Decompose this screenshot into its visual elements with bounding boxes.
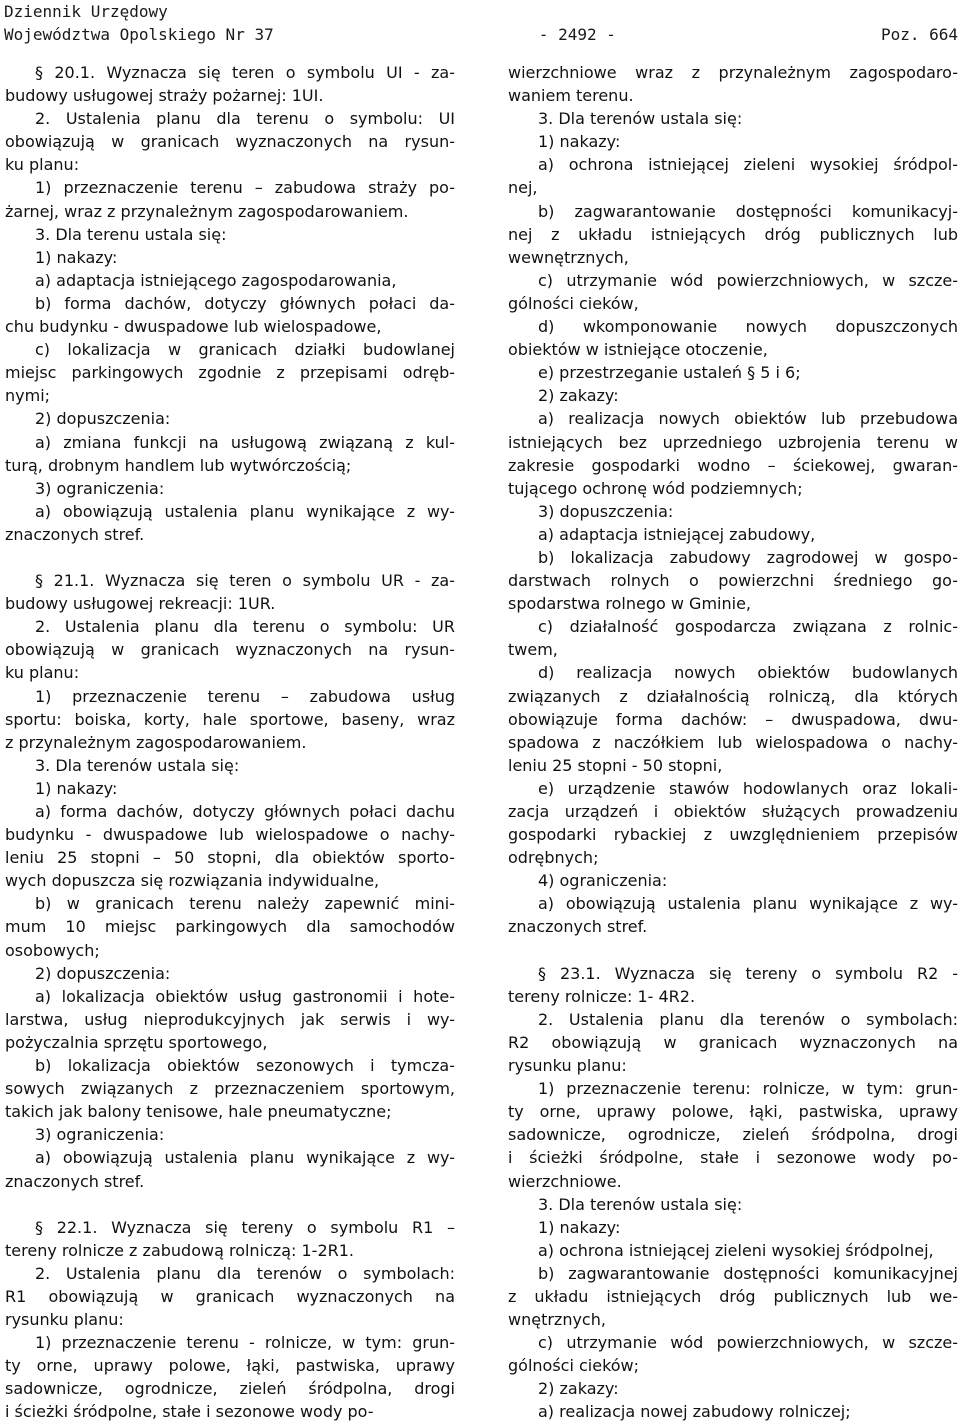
text-line: turą, drobnym handlem lub wytwórczością; [5, 455, 352, 475]
text-line: 2. Ustalenia planu dla terenu o symbolu: UR [35, 617, 455, 637]
left-text-column [5, 61, 455, 1424]
text-line: ku planu: [5, 663, 80, 683]
text-line: leniu 25 stopni - 50 stopni, [508, 755, 723, 775]
text-line: a) obowiązują ustalenia planu wynikające z wy- [538, 894, 958, 914]
text-line: ty orne, uprawy polowe, łąki, pastwiska, uprawy [5, 1356, 455, 1376]
text-line: sportu: boiska, korty, hale sportowe, baseny, wraz [5, 709, 455, 729]
text-line: c) utrzymanie wód powierzchniowych, w szcze- [538, 270, 958, 290]
text-line: nej z układu istniejących dróg publicznych lub [508, 224, 958, 244]
text-line: d) wkomponowanie nowych dopuszczonych [538, 317, 958, 337]
text-line: osobowych; [5, 940, 100, 960]
text-line: wnętrznych, [508, 1310, 606, 1330]
text-line: wierzchniowe wraz z przynależnym zagospodaro- [508, 63, 958, 82]
text-line: 2) zakazy: [538, 386, 619, 406]
text-line: wierzchniowe. [508, 1171, 622, 1191]
text-line: 3. Dla terenów ustala się: [538, 1194, 743, 1214]
text-line: 3) ograniczenia: [35, 1125, 165, 1145]
text-line: § 21.1. Wyznacza się teren o symbolu UR - za- [35, 571, 455, 591]
text-line: 2) dopuszczenia: [35, 409, 171, 429]
text-line: budowy usługowej rekreacji: 1UR. [5, 594, 276, 614]
text-line: obowiązuje forma dachów: – dwuspadowa, dwu- [508, 709, 958, 729]
text-line: wych dopuszcza się rozwiązania indywidualne, [5, 871, 380, 891]
text-line: pożyczalnia sprzętu sportowego, [5, 1032, 268, 1052]
text-line: 1) nakazy: [538, 1217, 621, 1237]
text-line: 2) dopuszczenia: [35, 963, 171, 983]
text-line: b) zagwarantowanie dostępności komunikacyj- [538, 201, 958, 221]
text-line: b) lokalizacja zabudowy zagrodowej w gospo- [538, 547, 958, 567]
text-line: leniu 25 stopni – 50 stopni, dla obiektów sporto- [5, 848, 455, 868]
text-line: a) forma dachów, dotyczy głównych połaci dachu [35, 802, 455, 821]
text-line: i ścieżki śródpolne, stałe i sezonowe wody po- [5, 1402, 374, 1422]
text-line: zacja urządzeń i obiektów służących prowadzeniu [508, 802, 958, 821]
text-line: c) działalność gospodarcza związana z rolnic- [538, 617, 958, 637]
text-line: a) adaptacja istniejącego zagospodarowania, [35, 270, 397, 290]
text-line: 3. Dla terenu ustala się: [35, 224, 227, 244]
text-line: 2) zakazy: [538, 1379, 619, 1399]
text-line: 1) nakazy: [35, 778, 118, 798]
page-number: - 2492 - [538, 25, 616, 44]
text-line: § 20.1. Wyznacza się teren o symbolu UI - za- [35, 63, 455, 82]
text-line: znaczonych stref. [508, 917, 648, 937]
text-line: odrębnych; [508, 848, 599, 868]
text-line: 3. Dla terenów ustala się: [538, 109, 743, 129]
text-line: a) obowiązują ustalenia planu wynikające z wy- [35, 1148, 455, 1168]
text-line: znaczonych stref. [5, 524, 145, 544]
text-line: R1 obowiązują w granicach wyznaczonych na [5, 1286, 455, 1306]
text-line: c) utrzymanie wód powierzchniowych, w szcze- [538, 1333, 958, 1353]
text-line: darstwach rolnych o powierzchni średniego go- [508, 571, 958, 591]
text-line: tereny rolnicze z zabudową rolniczą: 1-2R1. [5, 1240, 354, 1260]
journal-name: Dziennik Urzędowy [4, 2, 168, 21]
document-header [4, 0, 958, 46]
text-line [508, 939, 958, 962]
text-line: z przynależnym zagospodarowaniem. [5, 732, 307, 752]
text-line [5, 546, 455, 569]
text-line: nej, [508, 178, 538, 198]
text-line: 3) ograniczenia: [35, 478, 165, 498]
text-line: 4) ograniczenia: [538, 871, 668, 891]
header-title-row [4, 0, 958, 23]
text-line: R2 obowiązują w granicach wyznaczonych na [508, 1032, 958, 1052]
text-line: 1) nakazy: [538, 132, 621, 152]
text-line: twem, [508, 640, 558, 660]
text-line: 1) przeznaczenie terenu - rolnicze, w tym: grun- [35, 1333, 455, 1353]
text-line: obowiązują w granicach wyznaczonych na rysun- [5, 132, 455, 152]
text-line: tereny rolnicze: 1- 4R2. [508, 986, 696, 1006]
text-line: e) urządzenie stawów hodowlanych oraz lokali- [538, 778, 958, 798]
text-line: wewnętrznych, [508, 247, 629, 267]
text-line: b) lokalizacja obiektów sezonowych i tymcza- [35, 1056, 455, 1076]
text-line: sowych związanych z przeznaczeniem sportowym, [5, 1079, 455, 1099]
text-line: istniejących bez uprzedniego uzbrojenia terenu w [508, 432, 958, 452]
text-line: 3. Dla terenów ustala się: [35, 755, 240, 775]
position-number: Poz. 664 [880, 25, 958, 44]
text-line: sadownicze, ogrodnicze, zieleń śródpolna, drogi [508, 1125, 958, 1145]
text-line: e) przestrzeganie ustaleń § 5 i 6; [538, 363, 801, 383]
text-line: a) adaptacja istniejącej zabudowy, [538, 524, 816, 544]
text-line: tującego ochronę wód podziemnych; [508, 478, 803, 498]
text-line: rysunku planu: [5, 1310, 124, 1330]
text-line: b) forma dachów, dotyczy głównych połaci da- [35, 293, 455, 313]
text-line: żarnej, wraz z przynależnym zagospodarowaniem. [5, 201, 409, 221]
text-line: ty orne, uprawy polowe, łąki, pastwiska, uprawy [508, 1102, 958, 1122]
text-line: 1) nakazy: [35, 247, 118, 267]
text-line: takich jak balony tenisowe, hale pneumatyczne; [5, 1102, 392, 1122]
text-line: 1) przeznaczenie terenu – zabudowa usług [35, 686, 455, 706]
text-line: § 22.1. Wyznacza się tereny o symbolu R1 – [35, 1217, 455, 1237]
text-line: d) realizacja nowych obiektów budowlanych [538, 663, 958, 683]
text-line: a) lokalizacja obiektów usług gastronomii i hote- [35, 986, 455, 1006]
text-line: a) obowiązują ustalenia planu wynikające z wy- [35, 501, 455, 521]
text-line: rysunku planu: [508, 1056, 627, 1076]
text-line: zakresie gospodarki wodno – ściekowej, gwaran- [508, 455, 958, 475]
text-line: ku planu: [5, 155, 80, 175]
text-line: spodarstwa rolnego w Gminie, [508, 594, 751, 614]
text-line: a) ochrona istniejącej zieleni wysokiej śródpol- [538, 155, 958, 175]
right-text-column [508, 61, 958, 1424]
text-line: gospodarki rybackiej z uwzględnieniem przepisów [508, 825, 958, 845]
text-line: larstwa, usług nieprodukcyjnych jak serwis i wy- [5, 1009, 455, 1029]
text-line: c) lokalizacja w granicach działki budowlanej [35, 340, 455, 360]
text-line: gólności cieków, [508, 293, 639, 313]
text-line: chu budynku - dwuspadowe lub wielospadowe, [5, 317, 382, 337]
header-info-row [4, 23, 958, 46]
text-line: i ścieżki śródpolne, stałe i sezonowe wody po- [508, 1148, 958, 1168]
text-line: b) w granicach terenu należy zapewnić mini- [35, 894, 455, 914]
journal-issue: Województwa Opolskiego Nr 37 [4, 25, 274, 44]
text-line: z układu istniejących dróg publicznych lub we- [508, 1286, 958, 1306]
text-line: budynku - dwuspadowe lub wielospadowe o nachy- [5, 825, 455, 845]
text-line: a) realizacja nowych obiektów lub przebudowa [538, 409, 958, 429]
text-line: 1) przeznaczenie terenu – zabudowa straży po- [35, 178, 455, 198]
text-line: gólności cieków; [508, 1356, 640, 1376]
text-line: a) zmiana funkcji na usługową związaną z kul- [35, 432, 455, 452]
text-line: obowiązują w granicach wyznaczonych na rysun- [5, 640, 455, 660]
text-line: 3) dopuszczenia: [538, 501, 674, 521]
text-line: znaczonych stref. [5, 1171, 145, 1191]
text-line: sadownicze, ogrodnicze, zieleń śródpolna, drogi [5, 1379, 455, 1399]
text-line: 2. Ustalenia planu dla terenu o symbolu: UI [35, 109, 455, 129]
text-line: b) zagwarantowanie dostępności komunikacyjnej [538, 1263, 958, 1283]
text-line: a) ochrona istniejącej zieleni wysokiej śródpolnej, [538, 1240, 934, 1260]
text-line: mum 10 miejsc parkingowych dla samochodów [5, 917, 455, 937]
text-line: 2. Ustalenia planu dla terenów o symbolach: [35, 1263, 455, 1283]
text-line: 1) przeznaczenie terenu: rolnicze, w tym: grun- [538, 1079, 958, 1099]
text-line: związanych z działalnością rolniczą, dla których [508, 686, 958, 706]
text-line: nymi; [5, 386, 51, 406]
text-line: § 23.1. Wyznacza się tereny o symbolu R2 - [538, 963, 958, 983]
text-line: budowy usługowej straży pożarnej: 1UI. [5, 86, 324, 106]
text-line: 2. Ustalenia planu dla terenów o symbolach: [538, 1009, 958, 1029]
text-line: spadowa z naczółkiem lub wielospadowa o nachy- [508, 732, 958, 752]
text-line: obiektów w istniejące otoczenie, [508, 340, 768, 360]
text-line: a) realizacja nowej zabudowy rolniczej; [538, 1402, 851, 1422]
text-line: waniem terenu. [508, 86, 634, 106]
text-line [5, 1193, 455, 1216]
text-line: miejsc parkingowych zgodnie z przepisami odręb- [5, 363, 455, 383]
